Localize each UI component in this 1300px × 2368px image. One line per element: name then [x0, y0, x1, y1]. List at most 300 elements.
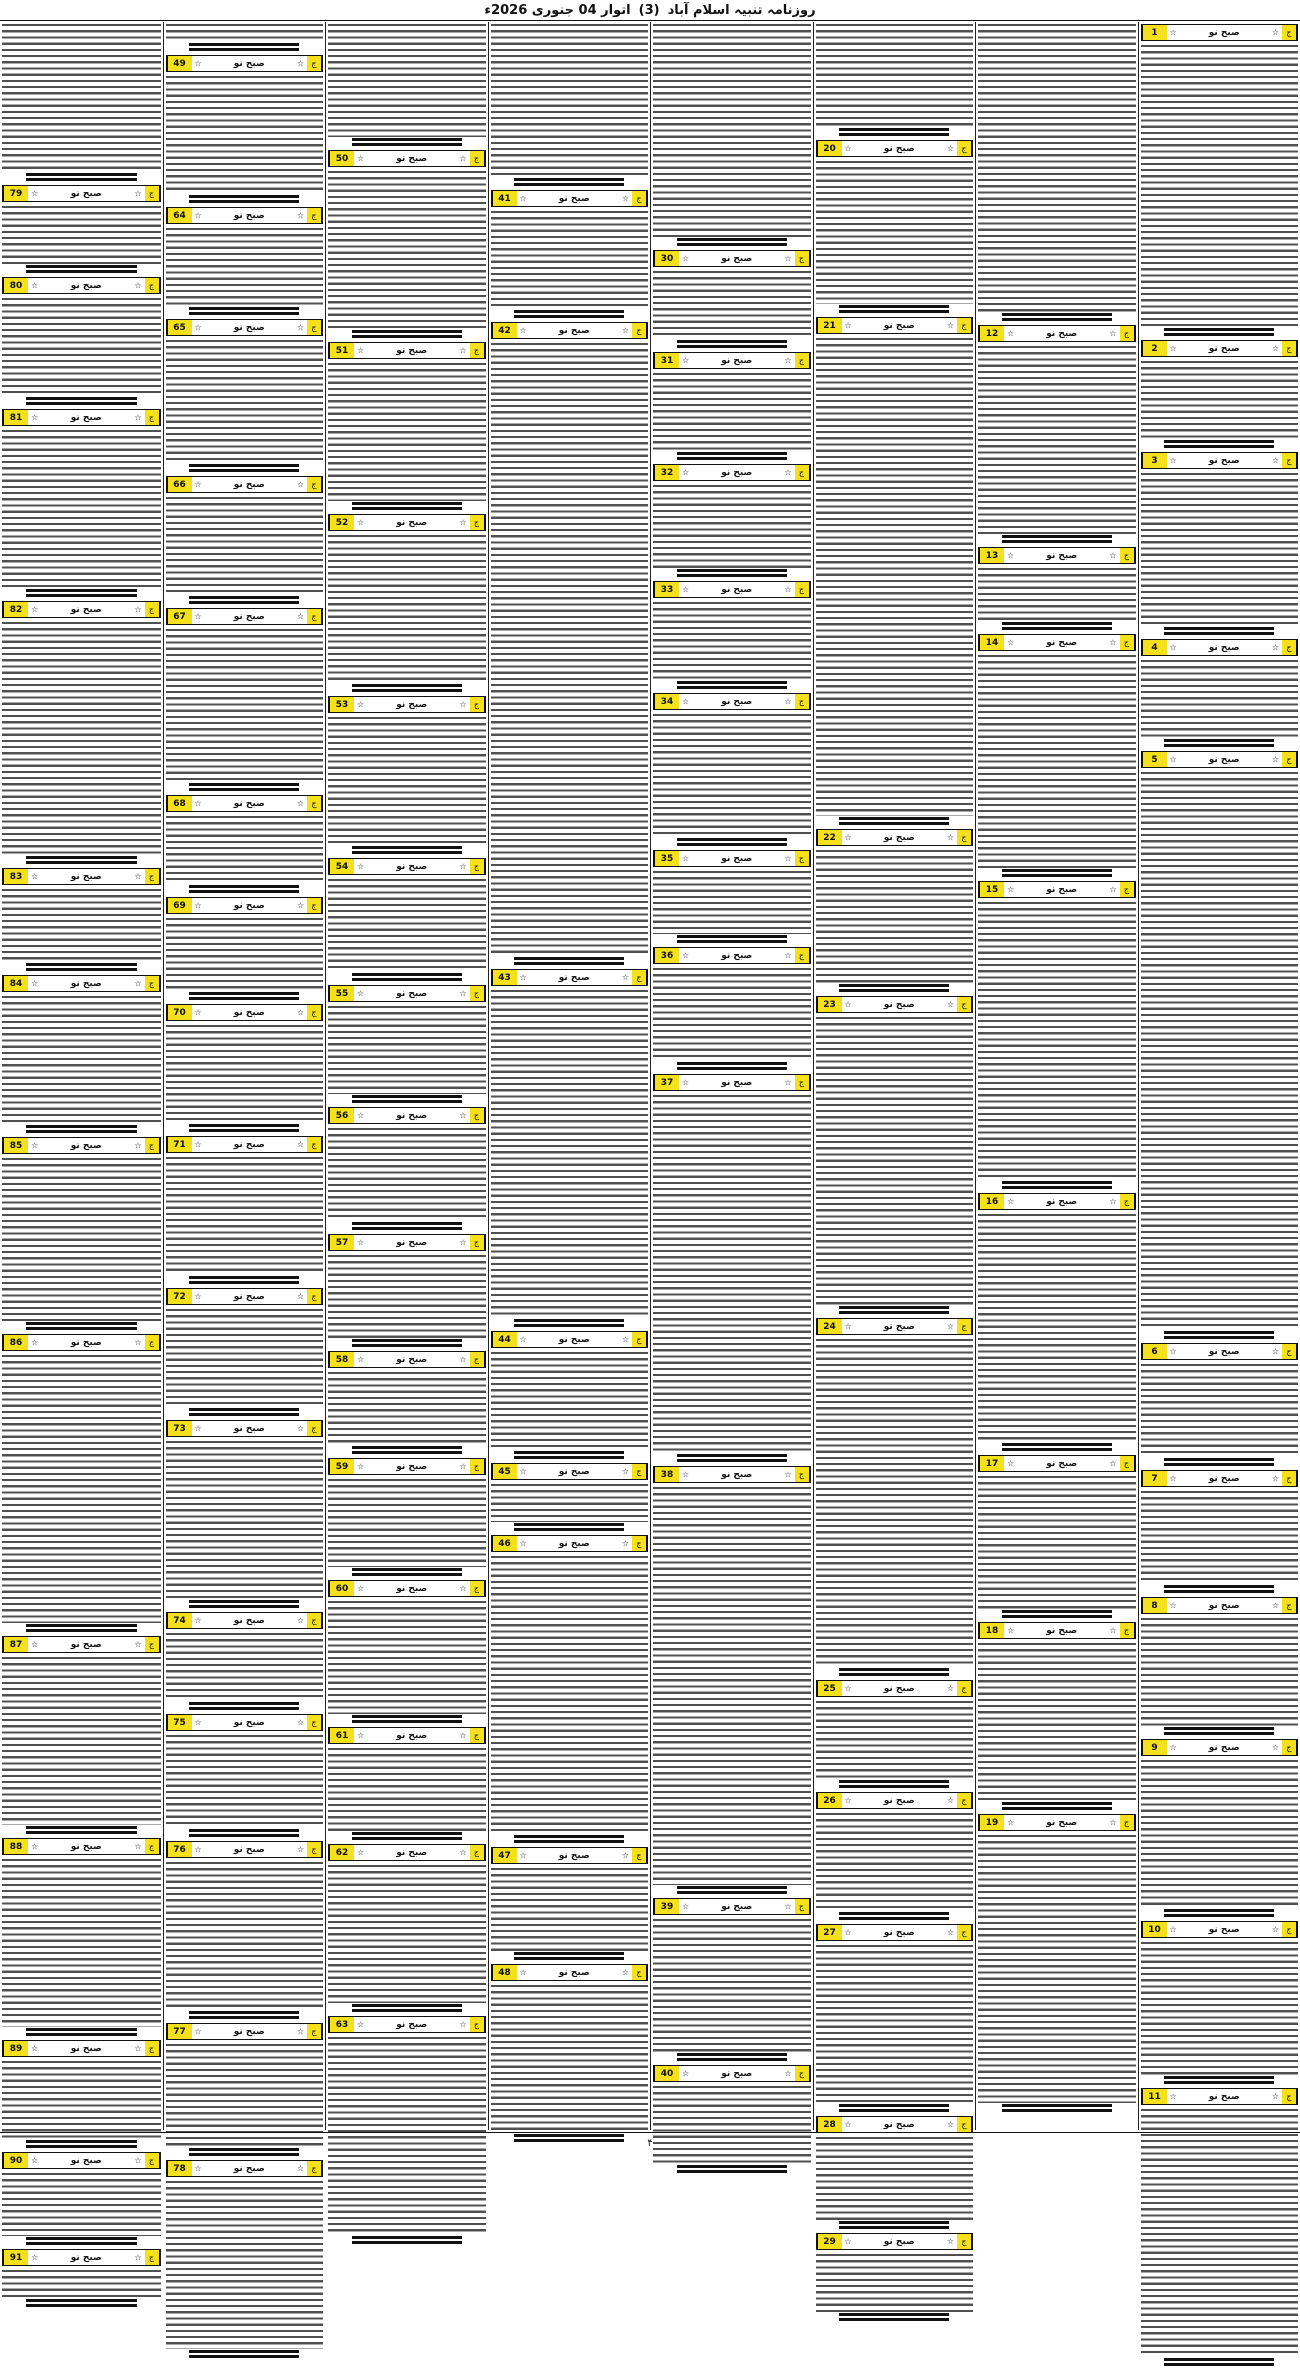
news-item-body — [2, 204, 161, 264]
news-item-divider — [189, 1702, 299, 1712]
news-item-divider — [1002, 1610, 1112, 1620]
news-item-tag: ج — [307, 208, 322, 223]
star-icon: ☆ — [28, 1338, 41, 1347]
news-item-header — [978, 1455, 1136, 1472]
news-item-number: 23 — [817, 997, 842, 1012]
news-item-tag: ج — [307, 320, 322, 335]
news-item — [816, 2233, 974, 2323]
star-icon: ☆ — [781, 1902, 794, 1911]
news-item-header — [328, 1234, 486, 1251]
news-item-number: 14 — [979, 635, 1004, 650]
star-icon: ☆ — [1167, 1601, 1180, 1610]
news-item-divider — [26, 589, 137, 599]
star-icon: ☆ — [28, 413, 41, 422]
news-item-body — [166, 2179, 324, 2349]
news-item-divider — [677, 2053, 787, 2063]
news-item-title: صبح نو — [692, 854, 781, 864]
news-item-header — [653, 1898, 811, 1915]
news-item-body — [653, 483, 811, 568]
news-item-divider — [352, 1715, 462, 1725]
news-item-title: صبح نو — [692, 951, 781, 961]
star-icon: ☆ — [456, 989, 469, 998]
news-item-tag: ج — [1120, 1456, 1135, 1471]
news-item-divider — [1002, 2104, 1112, 2114]
news-item — [491, 22, 649, 188]
star-icon: ☆ — [456, 518, 469, 527]
news-item-tag: ج — [957, 1319, 972, 1334]
star-icon: ☆ — [456, 2020, 469, 2029]
news-item-title: صبح نو — [1180, 28, 1269, 38]
news-item-tag: ج — [145, 869, 160, 884]
news-item-divider — [1164, 1331, 1274, 1341]
star-icon: ☆ — [781, 1078, 794, 1087]
news-item-title: صبح نو — [855, 1796, 944, 1806]
news-item-header — [328, 1458, 486, 1475]
news-item-header — [816, 2233, 974, 2250]
news-item-body — [1141, 43, 1299, 327]
news-item-body — [978, 344, 1136, 534]
news-item-divider — [352, 2236, 462, 2246]
star-icon: ☆ — [294, 2164, 307, 2173]
news-item-divider — [352, 1095, 462, 1105]
news-item — [2, 868, 161, 973]
star-icon: ☆ — [619, 326, 632, 335]
news-item-title: صبح نو — [205, 1718, 294, 1728]
star-icon: ☆ — [28, 1141, 41, 1150]
news-item-body — [166, 1307, 324, 1407]
news-item-body — [166, 916, 324, 991]
news-item-number: 22 — [817, 830, 842, 845]
star-icon: ☆ — [192, 1845, 205, 1854]
news-item — [328, 2016, 486, 2246]
news-item-header — [166, 55, 324, 72]
news-item-number: 63 — [329, 2017, 354, 2032]
news-item-number: 73 — [167, 1421, 192, 1436]
news-item-header — [328, 985, 486, 1002]
news-item-body — [2, 1353, 161, 1623]
news-item-number: 10 — [1142, 1922, 1167, 1937]
news-item-title: صبح نو — [1180, 643, 1269, 653]
news-item-body — [816, 1337, 974, 1667]
news-column — [975, 22, 1138, 2130]
star-icon: ☆ — [294, 211, 307, 220]
news-item-number: 54 — [329, 859, 354, 874]
news-item-number: 70 — [167, 1005, 192, 1020]
news-item-number: 57 — [329, 1235, 354, 1250]
news-item-tag: ج — [470, 697, 485, 712]
news-item-body — [978, 566, 1136, 621]
news-item-header — [166, 608, 324, 625]
star-icon: ☆ — [842, 2237, 855, 2246]
news-item-title: صبح نو — [41, 189, 131, 199]
news-item-header — [816, 140, 974, 157]
news-item-tag: ج — [307, 56, 322, 71]
news-item-tag: ج — [957, 997, 972, 1012]
news-item-body — [1141, 658, 1299, 738]
news-item-number: 18 — [979, 1623, 1004, 1638]
news-item-body — [978, 900, 1136, 1180]
star-icon: ☆ — [131, 1842, 144, 1851]
news-item-header — [978, 1193, 1136, 1210]
news-item-divider — [839, 1668, 949, 1678]
star-icon: ☆ — [28, 1640, 41, 1649]
news-item-tag: ج — [145, 1839, 160, 1854]
news-item-body — [328, 1477, 486, 1567]
news-item-number: 38 — [654, 1467, 679, 1482]
news-item-header — [328, 2016, 486, 2033]
star-icon: ☆ — [354, 862, 367, 871]
news-item — [491, 1463, 649, 1533]
star-icon: ☆ — [619, 1851, 632, 1860]
news-item-header — [2, 409, 161, 426]
news-item-number: 79 — [3, 186, 28, 201]
news-item-header — [2, 1838, 161, 1855]
news-item-title: صبح نو — [205, 1292, 294, 1302]
news-item-title: صبح نو — [855, 1928, 944, 1938]
news-item-header — [166, 2160, 324, 2177]
news-item-tag: ج — [795, 851, 810, 866]
news-item — [2, 1334, 161, 1634]
news-item-tag: ج — [1120, 1623, 1135, 1638]
star-icon: ☆ — [679, 356, 692, 365]
news-item-divider — [514, 1952, 624, 1962]
news-item-header — [978, 1622, 1136, 1639]
star-icon: ☆ — [1269, 755, 1282, 764]
star-icon: ☆ — [619, 1968, 632, 1977]
news-item-title: صبح نو — [41, 413, 131, 423]
news-item-divider — [1164, 1909, 1274, 1919]
star-icon: ☆ — [131, 281, 144, 290]
news-item-body — [816, 2252, 974, 2312]
news-item-body — [166, 1733, 324, 1828]
news-item — [816, 22, 974, 138]
star-icon: ☆ — [781, 2069, 794, 2078]
news-item-divider — [352, 330, 462, 340]
news-item-divider — [352, 1568, 462, 1578]
news-item-body — [328, 1004, 486, 1094]
news-item-body — [978, 653, 1136, 868]
news-item-divider — [839, 2104, 949, 2114]
news-item-divider — [26, 1322, 137, 1332]
news-item-number: 9 — [1142, 1740, 1167, 1755]
news-item-header — [653, 581, 811, 598]
news-item-header — [653, 464, 811, 481]
star-icon: ☆ — [354, 1111, 367, 1120]
news-item-header — [1141, 751, 1299, 768]
star-icon: ☆ — [456, 1238, 469, 1247]
news-item — [166, 476, 324, 606]
star-icon: ☆ — [781, 585, 794, 594]
news-item — [166, 1136, 324, 1286]
star-icon: ☆ — [1269, 1743, 1282, 1752]
news-item-number: 7 — [1142, 1471, 1167, 1486]
news-item-body — [816, 336, 974, 816]
news-item-divider — [677, 1454, 787, 1464]
news-item-body — [491, 22, 649, 177]
news-item — [978, 1814, 1136, 2114]
news-item-number: 17 — [979, 1456, 1004, 1471]
news-item-tag: ج — [1120, 326, 1135, 341]
news-item — [166, 1841, 324, 2021]
news-item — [491, 1535, 649, 1845]
news-item-divider — [839, 128, 949, 138]
news-item-divider — [189, 1829, 299, 1839]
star-icon: ☆ — [354, 989, 367, 998]
news-item-number: 36 — [654, 948, 679, 963]
news-item-title: صبح نو — [41, 979, 131, 989]
news-item-title: صبح نو — [205, 799, 294, 809]
news-item-divider — [26, 1826, 137, 1836]
news-item-number: 26 — [817, 1793, 842, 1808]
news-item — [166, 1612, 324, 1712]
news-item-title: صبح نو — [692, 1078, 781, 1088]
news-item — [491, 322, 649, 967]
news-item — [166, 2160, 324, 2360]
news-item-tag: ج — [957, 2117, 972, 2132]
news-item-tag: ج — [145, 410, 160, 425]
news-item-tag: ج — [307, 2161, 322, 2176]
news-item-body — [328, 169, 486, 329]
news-item — [1141, 340, 1299, 450]
news-item-header — [328, 1580, 486, 1597]
news-item-header — [653, 1466, 811, 1483]
star-icon: ☆ — [131, 872, 144, 881]
news-item-tag: ج — [1282, 752, 1297, 767]
news-item — [816, 317, 974, 827]
star-icon: ☆ — [131, 1640, 144, 1649]
star-icon: ☆ — [354, 518, 367, 527]
news-item-header — [653, 2065, 811, 2082]
news-item-header — [166, 1612, 324, 1629]
star-icon: ☆ — [517, 194, 530, 203]
news-item-title: صبح نو — [855, 1322, 944, 1332]
news-item-divider — [352, 846, 462, 856]
star-icon: ☆ — [1167, 1347, 1180, 1356]
star-icon: ☆ — [1004, 329, 1017, 338]
star-icon: ☆ — [1004, 1626, 1017, 1635]
news-item-title: صبح نو — [367, 1111, 456, 1121]
news-item-divider — [839, 817, 949, 827]
news-item-number: 87 — [3, 1637, 28, 1652]
news-item — [1141, 2088, 1299, 2368]
news-item — [653, 581, 811, 691]
news-item — [491, 1964, 649, 2144]
news-item — [978, 1455, 1136, 1620]
star-icon: ☆ — [456, 862, 469, 871]
star-icon: ☆ — [294, 901, 307, 910]
news-item-body — [491, 209, 649, 309]
news-item — [328, 985, 486, 1105]
news-item-body — [491, 1554, 649, 1834]
news-item-title: صبح نو — [367, 1731, 456, 1741]
news-item — [978, 22, 1136, 323]
news-item-tag: ج — [307, 2024, 322, 2039]
news-item — [328, 1727, 486, 1842]
star-icon: ☆ — [354, 1731, 367, 1740]
star-icon: ☆ — [1167, 28, 1180, 37]
news-item-divider — [352, 1339, 462, 1349]
star-icon: ☆ — [517, 326, 530, 335]
news-item — [978, 1622, 1136, 1812]
news-item-title: صبح نو — [530, 194, 619, 204]
news-item-body — [653, 371, 811, 451]
star-icon: ☆ — [294, 799, 307, 808]
news-item-title: صبح نو — [530, 1968, 619, 1978]
news-item — [166, 795, 324, 895]
news-item-header — [166, 1136, 324, 1153]
news-item-body — [166, 1155, 324, 1275]
news-item-header — [653, 352, 811, 369]
news-item-body — [166, 1439, 324, 1599]
news-item — [491, 1847, 649, 1962]
news-item-header — [1141, 1343, 1299, 1360]
news-item-title: صبح نو — [855, 2120, 944, 2130]
news-item-tag: ج — [470, 1108, 485, 1123]
news-item-tag: ج — [1282, 1922, 1297, 1937]
news-item-body — [328, 715, 486, 845]
star-icon: ☆ — [354, 1355, 367, 1364]
news-column — [1138, 22, 1300, 2130]
news-item-tag: ج — [470, 1728, 485, 1743]
news-item-divider — [1164, 627, 1274, 637]
news-item — [166, 22, 324, 53]
news-item-title: صبح نو — [530, 326, 619, 336]
news-item — [816, 829, 974, 994]
news-item-header — [2, 2040, 161, 2057]
news-item-tag: ج — [307, 1613, 322, 1628]
star-icon: ☆ — [192, 799, 205, 808]
news-item-number: 53 — [329, 697, 354, 712]
news-item-body — [491, 1482, 649, 1522]
news-item-tag: ج — [1282, 453, 1297, 468]
news-item-tag: ج — [470, 1581, 485, 1596]
news-item-number: 20 — [817, 141, 842, 156]
news-item-tag: ج — [795, 948, 810, 963]
news-item — [328, 1580, 486, 1725]
news-item-tag: ج — [145, 2041, 160, 2056]
star-icon: ☆ — [192, 1008, 205, 1017]
news-item-number: 76 — [167, 1842, 192, 1857]
news-item-tag: ج — [145, 976, 160, 991]
news-item-header — [2, 1334, 161, 1351]
news-item — [653, 464, 811, 579]
star-icon: ☆ — [1106, 885, 1119, 894]
news-item-tag: ج — [957, 1793, 972, 1808]
star-icon: ☆ — [294, 59, 307, 68]
news-item-body — [328, 1746, 486, 1831]
news-item-title: صبح نو — [855, 833, 944, 843]
star-icon: ☆ — [1004, 1197, 1017, 1206]
star-icon: ☆ — [619, 1467, 632, 1476]
news-item — [816, 996, 974, 1316]
star-icon: ☆ — [842, 1322, 855, 1331]
news-item-divider — [189, 783, 299, 793]
news-item — [816, 1680, 974, 1790]
news-item-number: 77 — [167, 2024, 192, 2039]
news-item — [491, 1331, 649, 1461]
news-item-divider — [1164, 440, 1274, 450]
news-item-tag: ج — [632, 1332, 647, 1347]
news-item-body — [328, 1370, 486, 1445]
star-icon: ☆ — [192, 1292, 205, 1301]
news-item-number: 75 — [167, 1715, 192, 1730]
news-item-body — [328, 1253, 486, 1338]
news-item-tag: ج — [307, 1137, 322, 1152]
news-item-body — [166, 22, 324, 42]
news-item-divider — [677, 935, 787, 945]
star-icon: ☆ — [1004, 551, 1017, 560]
news-item — [978, 325, 1136, 545]
news-item-header — [1141, 639, 1299, 656]
news-item-number: 39 — [654, 1899, 679, 1914]
news-item-header — [816, 829, 974, 846]
star-icon: ☆ — [192, 1424, 205, 1433]
star-icon: ☆ — [294, 1616, 307, 1625]
news-item-number: 37 — [654, 1075, 679, 1090]
news-item-body — [653, 269, 811, 339]
news-item-divider — [1164, 1458, 1274, 1468]
news-item-divider — [352, 973, 462, 983]
news-item-header — [816, 1680, 974, 1697]
news-item-title: صبح نو — [367, 989, 456, 999]
news-item-title: صبح نو — [530, 1335, 619, 1345]
news-item — [328, 1107, 486, 1232]
news-item-divider — [189, 1276, 299, 1286]
news-item-tag: ج — [145, 2250, 160, 2265]
news-column — [325, 22, 488, 2130]
news-item-title: صبح نو — [41, 2156, 131, 2166]
news-item-number: 90 — [3, 2153, 28, 2168]
star-icon: ☆ — [28, 2156, 41, 2165]
star-icon: ☆ — [294, 2027, 307, 2036]
star-icon: ☆ — [456, 1731, 469, 1740]
news-item-body — [2, 428, 161, 588]
news-item-tag: ج — [795, 1467, 810, 1482]
news-item — [2, 22, 161, 183]
news-item-body — [491, 341, 649, 956]
news-item-number: 35 — [654, 851, 679, 866]
news-item-tag: ج — [632, 323, 647, 338]
news-item-body — [816, 22, 974, 127]
star-icon: ☆ — [1106, 329, 1119, 338]
news-item — [166, 1288, 324, 1418]
star-icon: ☆ — [192, 2164, 205, 2173]
news-item-divider — [839, 2221, 949, 2231]
news-item-body — [328, 1126, 486, 1221]
news-item-title: صبح نو — [692, 585, 781, 595]
star-icon: ☆ — [679, 697, 692, 706]
news-item-tag: ج — [307, 1842, 322, 1857]
news-item-header — [491, 190, 649, 207]
news-item-header — [978, 325, 1136, 342]
star-icon: ☆ — [28, 189, 41, 198]
news-column — [163, 22, 326, 2130]
news-item-tag: ج — [307, 1421, 322, 1436]
news-item-title: صبح نو — [1017, 329, 1106, 339]
news-item-header — [653, 250, 811, 267]
star-icon: ☆ — [456, 1111, 469, 1120]
news-item — [166, 1004, 324, 1134]
news-item-divider — [189, 464, 299, 474]
news-item-divider — [514, 310, 624, 320]
news-item-tag: ج — [470, 986, 485, 1001]
news-item-tag: ج — [470, 151, 485, 166]
star-icon: ☆ — [1269, 344, 1282, 353]
news-item-number: 1 — [1142, 25, 1167, 40]
news-item-divider — [26, 856, 137, 866]
star-icon: ☆ — [842, 1684, 855, 1693]
news-item-header — [2, 1137, 161, 1154]
